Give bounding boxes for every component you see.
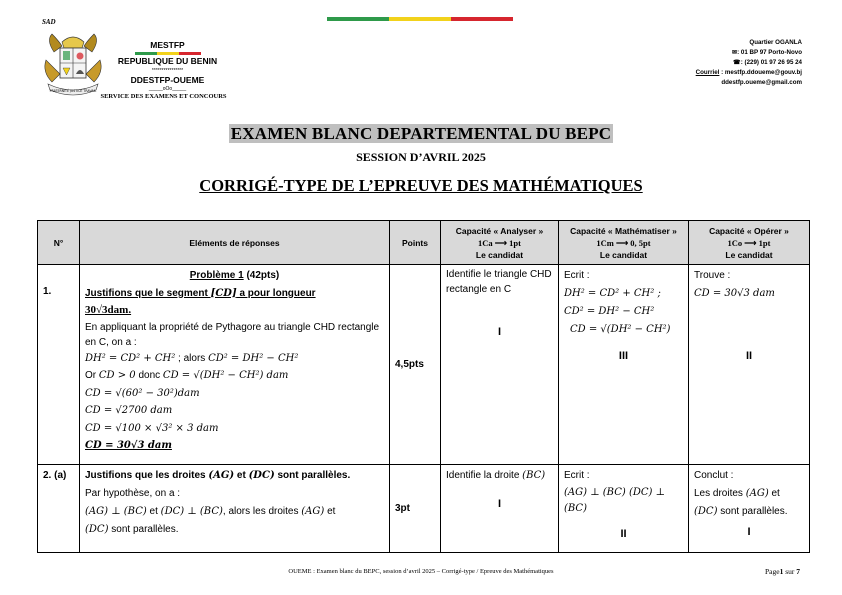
header-num: N° — [38, 221, 80, 265]
contact-block — [602, 38, 802, 88]
page-footer: OUEME : Examen blanc du BEPC, session d’avril 2025 – Corrigé-type / Epreuve des Mathématiques — [288, 568, 554, 575]
row1-operer: Trouve : CD = 30√3 dam II — [689, 265, 810, 465]
row1-analyser: Identifie le triangle CHD rectangle en C I — [441, 265, 559, 465]
svg-text:FRATERNITÉ JUSTICE TRAVAIL: FRATERNITÉ JUSTICE TRAVAIL — [49, 89, 97, 93]
institution-block — [100, 40, 230, 102]
mini-flag — [105, 52, 230, 55]
header-elements: Eléments de réponses — [80, 221, 390, 265]
row2-analyser: Identifie la droite (BC) I — [441, 465, 559, 553]
correction-table — [37, 220, 810, 553]
email-line-2: ddestfp.oueme@gmail.com — [721, 79, 802, 86]
table-row — [38, 265, 810, 465]
header-points: Points — [390, 221, 441, 265]
row1-points: 4,5pts — [390, 265, 441, 465]
flag-red-stripe — [451, 17, 513, 21]
row1-elements: Problème 1 (42pts) Justifions que le segment [CD] a pour longueur 30√3dam. En appliquant la propriété de Pythagore au triangle CHD rectangle en C, on a : DH² = CD² + CH² ; alors CD² = DH² − CH² Or CD > 0 donc CD = √(DH² − CH²) dam CD = √(60² − 30²)dam CD = √2700 dam CD = √100 × √3² × 3 dam CD = 30√3 dam — [80, 265, 390, 465]
phone-line: ☎: (229) 01 97 26 95 24 — [733, 59, 802, 66]
header-cap-analyser: Capacité « Analyser » 1Ca ⟶ 1pt Le candidat — [441, 221, 559, 265]
page-number: Page1 sur 7 — [764, 567, 800, 576]
phone-icon: ☎ — [733, 59, 741, 66]
exam-title: EXAMEN BLANC DEPARTEMENTAL DU BEPC — [230, 124, 612, 143]
epreuve-title: CORRIGÉ-TYPE DE L’EPREUVE DES MATHÉMATIQUES — [199, 176, 643, 195]
flag-yellow-stripe — [389, 17, 451, 21]
direction-name: DDESTFP-OUEME — [130, 74, 205, 85]
header-cap-operer: Capacité « Opérer » 1Co ⟶ 1pt Le candidat — [689, 221, 810, 265]
row2-elements: Justifions que les droites (AG) et (DC) sont parallèles. Par hypothèse, on a : (AG) ⊥ (BC) et (DC) ⊥ (BC), alors les droites (AG) et (DC) sont parallèles. — [80, 465, 390, 553]
flag-green-stripe — [327, 17, 389, 21]
separator-stars: **************** — [151, 67, 184, 74]
row2-num: 2. (a) — [38, 465, 80, 553]
country-name: REPUBLIQUE DU BENIN — [117, 56, 218, 67]
row2-mathematiser: Ecrit : (AG) ⊥ (BC) (DC) ⊥ (BC) II — [559, 465, 689, 553]
header-cap-mathematiser: Capacité « Mathématiser » 1Cm ⟶ 0, 5pt Le candidat — [559, 221, 689, 265]
row1-mathematiser: Ecrit : DH² = CD² + CH² ; CD² = DH² − CH² CD = √(DH² − CH²) III — [559, 265, 689, 465]
corner-mark: SAD — [42, 18, 56, 26]
session-title: SESSION D’AVRIL 2025 — [356, 150, 486, 164]
email-line: Courriel : mestfp.ddoueme@gouv.bj — [695, 69, 802, 76]
row1-num: 1. — [38, 265, 80, 465]
row2-points: 3pt — [390, 465, 441, 553]
address-line: Quartier OGANLA — [749, 39, 802, 46]
postal-line: ✉: 01 BP 97 Porto-Novo — [731, 49, 802, 56]
table-header-row — [38, 221, 810, 265]
row2-operer: Conclut : Les droites (AG) et (DC) sont parallèles. I — [689, 465, 810, 553]
separator-ooo: _____oOo_____ — [148, 86, 187, 93]
ministry-name: MESTFP — [150, 40, 185, 50]
coat-of-arms-emblem — [40, 30, 106, 102]
table-row — [38, 465, 810, 553]
service-name: SERVICE DES EXAMENS ET CONCOURS — [100, 93, 227, 101]
mailbox-icon: ✉ — [731, 49, 738, 56]
